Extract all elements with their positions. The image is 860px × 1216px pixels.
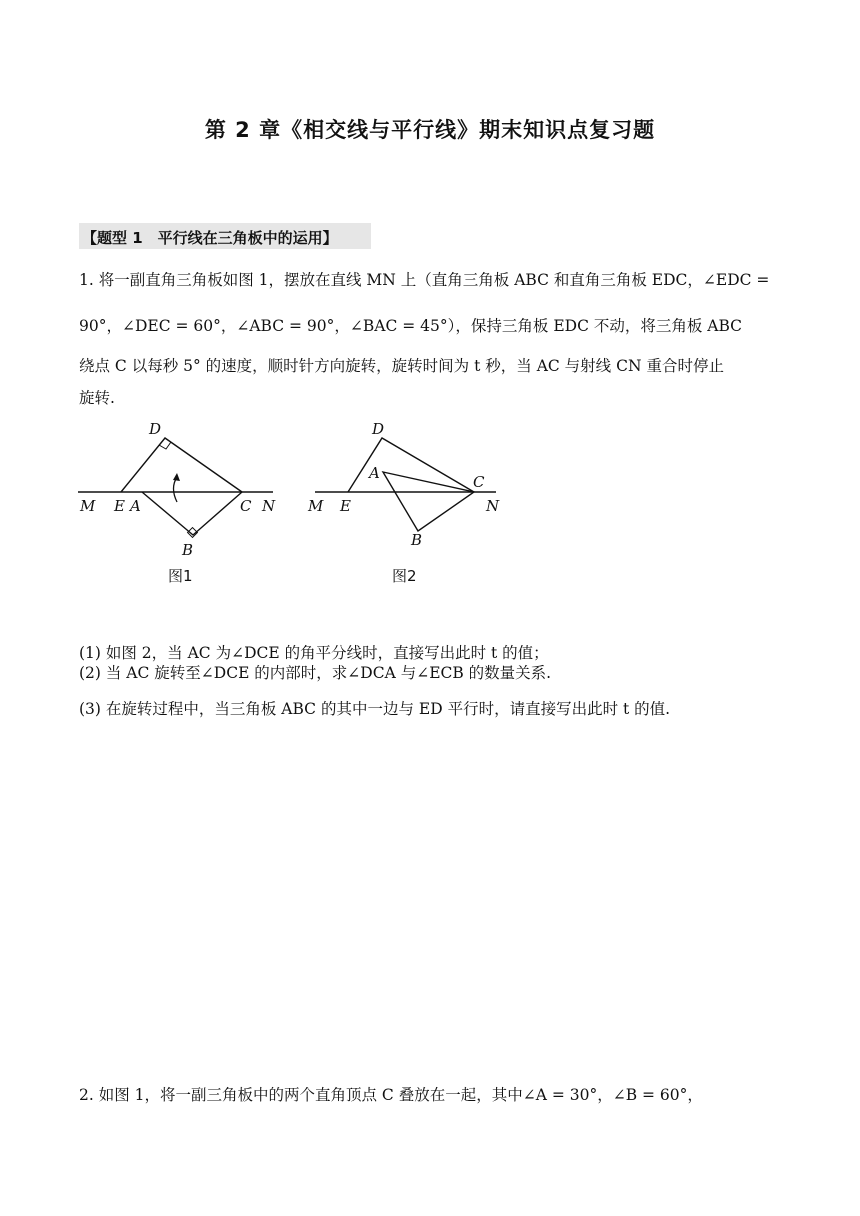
- figure-2: [307, 420, 500, 585]
- label-c-fig2: C: [473, 473, 485, 491]
- label-d-fig2: D: [372, 420, 385, 438]
- question-1-part-2: (2) 当 AC 旋转至∠DCE 的内部时，求∠DCA 与∠ECB 的数量关系.: [79, 664, 552, 682]
- label-a-fig2: A: [369, 464, 380, 482]
- label-d-fig1: D: [149, 420, 162, 438]
- label-m-fig1: M: [80, 497, 96, 515]
- label-n-fig1: N: [262, 497, 276, 515]
- label-e-fig2: E: [340, 497, 351, 515]
- rotation-arrow: [174, 477, 178, 502]
- figure-1: [78, 420, 276, 585]
- question-1-line-3: 绕点 C 以每秒 5° 的速度，顺时针方向旋转，旋转时间为 t 秒，当 AC 与射线 CN 重合时停止: [79, 357, 724, 375]
- question-1-part-3: (3) 在旋转过程中，当三角板 ABC 的其中一边与 ED 平行时，请直接写出此时 t 的值.: [79, 700, 671, 718]
- label-n-fig2: N: [486, 497, 500, 515]
- section-header: 【题型 1 平行线在三角板中的运用】: [82, 229, 338, 247]
- question-1-part-1: (1) 如图 2，当 AC 为∠DCE 的角平分线时，直接写出此时 t 的值；: [79, 644, 549, 662]
- triangle-abc-fig2: [383, 472, 474, 531]
- label-c-fig1: C: [240, 497, 252, 515]
- question-1-line-1: 1. 将一副直角三角板如图 1，摆放在直线 MN 上（直角三角板 ABC 和直角三角板 EDC，∠EDC =: [79, 271, 770, 289]
- question-1-line-4: 旋转.: [79, 389, 115, 407]
- figure-1-caption: 图1: [168, 567, 193, 585]
- triangle-edc-fig2: [348, 438, 474, 492]
- label-b-fig1: B: [182, 541, 194, 559]
- label-b-fig2: B: [411, 531, 423, 549]
- label-m-fig2: M: [308, 497, 324, 515]
- question-1-line-2: 90°，∠DEC = 60°，∠ABC = 90°，∠BAC = 45°），保持三角板 EDC 不动，将三角板 ABC: [79, 317, 743, 335]
- rotation-arrowhead: [173, 473, 180, 481]
- page-title: 第 2 章《相交线与平行线》期末知识点复习题: [204, 118, 656, 142]
- figure-2-caption: 图2: [392, 567, 417, 585]
- question-2-line-1: 2. 如图 1，将一副三角板中的两个直角顶点 C 叠放在一起，其中∠A = 30°，∠B = 60°，: [79, 1086, 703, 1104]
- label-e-fig1: E: [114, 497, 125, 515]
- figures: [76, 410, 516, 590]
- triangle-edc-fig1: [121, 438, 242, 492]
- label-a-fig1: A: [130, 497, 141, 515]
